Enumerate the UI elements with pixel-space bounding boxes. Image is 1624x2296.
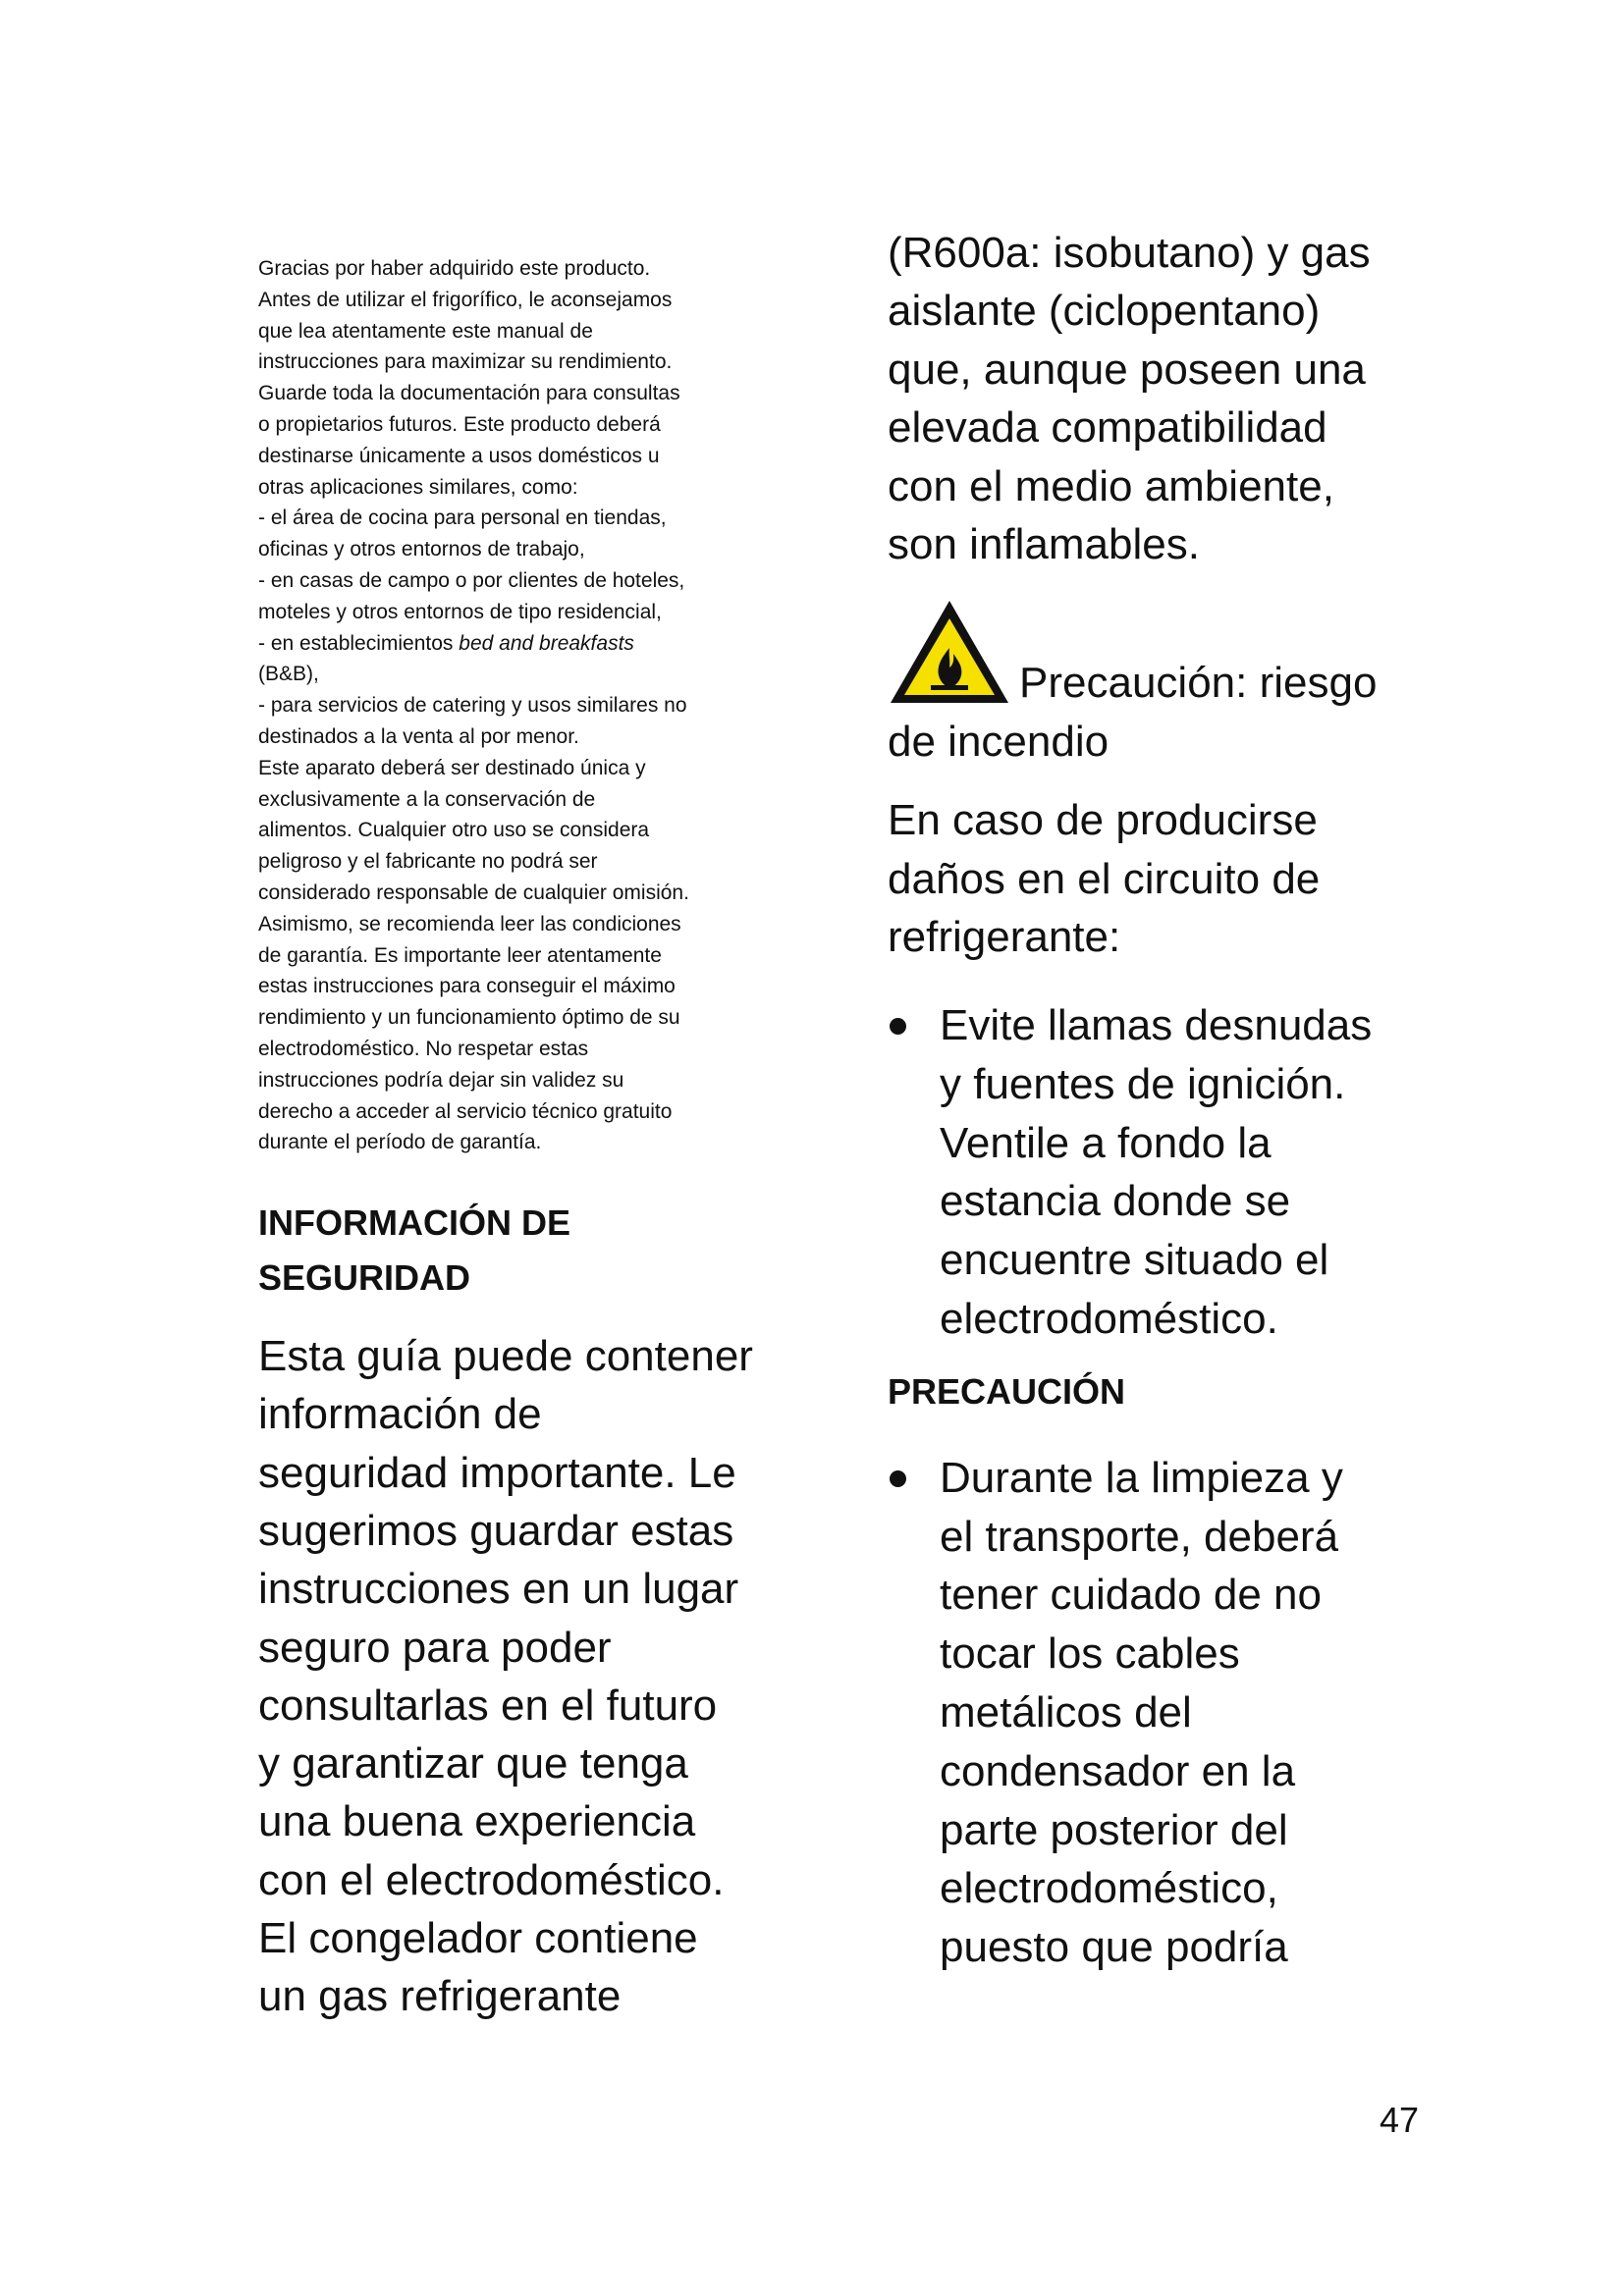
- continuation-line: son inflamables.: [888, 520, 1200, 569]
- damage-line: daños en el circuito de: [888, 854, 1321, 903]
- bullet-line: puesto que podría: [940, 1923, 1288, 1972]
- intro-line: exclusivamente a la conservación de: [258, 787, 596, 811]
- bullet-item: [888, 1449, 1398, 1977]
- warning-title: Precaución: riesgo de incendio: [888, 659, 1378, 767]
- safety-heading: [258, 1196, 769, 1306]
- bullet-line: parte posterior del: [940, 1805, 1288, 1854]
- bullet-line: Evite llamas desnudas: [940, 1000, 1373, 1049]
- intro-line: instrucciones podría dejar sin validez su: [258, 1068, 624, 1092]
- intro-line: (B&B),: [258, 663, 319, 686]
- precaution-heading: PRECAUCIÓN: [888, 1370, 1126, 1412]
- intro-line: - el área de cocina para personal en tiendas,: [258, 507, 667, 530]
- bullet-line: Ventile a fondo la: [940, 1118, 1272, 1167]
- continuation-line: con el medio ambiente,: [888, 461, 1334, 510]
- safety-heading-line: INFORMACIÓN DE: [258, 1202, 570, 1244]
- damage-line: refrigerante:: [888, 913, 1121, 962]
- intro-line: destinarse únicamente a usos domésticos u: [258, 444, 660, 467]
- safety-body-line: El congelador contiene: [258, 1914, 698, 1963]
- continuation-line: que, aunque poseen una: [888, 345, 1366, 394]
- intro-line: instrucciones para maximizar su rendimiento.: [258, 350, 673, 374]
- bullet-item: [888, 996, 1398, 1349]
- intro-line: otras aplicaciones similares, como:: [258, 475, 578, 499]
- intro-line: moteles y otros entornos de tipo residencial,: [258, 600, 662, 623]
- intro-line: que lea atentamente este manual de: [258, 319, 593, 343]
- bullet-line: condensador en la: [940, 1746, 1296, 1795]
- intro-line: Este aparato deberá ser destinado única y: [258, 756, 646, 779]
- continuation-line: (R600a: isobutano) y gas: [888, 229, 1371, 277]
- intro-line: Gracias por haber adquirido este producto.: [258, 257, 651, 280]
- bullet-line: tocar los cables: [940, 1629, 1240, 1679]
- intro-line-text: - en establecimientos: [258, 631, 460, 655]
- intro-line: Guarde toda la documentación para consultas: [258, 382, 680, 405]
- bullet-line: electrodoméstico,: [940, 1864, 1278, 1913]
- intro-line: derecho a acceder al servicio técnico gratuito: [258, 1099, 673, 1123]
- intro-italic-term: bed and breakfasts: [459, 631, 634, 655]
- left-column: [258, 253, 769, 2026]
- bullet-line: electrodoméstico.: [940, 1294, 1278, 1343]
- intro-line: durante el período de garantía.: [258, 1131, 542, 1154]
- bullet-line: metálicos del: [940, 1687, 1192, 1736]
- bullet-line: estancia donde se: [940, 1177, 1291, 1226]
- intro-line: [258, 628, 769, 660]
- safety-body-line: seguro para poder: [258, 1623, 612, 1672]
- intro-line: considerado responsable de cualquier omisión.: [258, 881, 689, 904]
- intro-line: Asimismo, se recomienda leer las condiciones: [258, 912, 681, 935]
- intro-line: rendimiento y un funcionamiento óptimo de su: [258, 1006, 680, 1030]
- safety-body-line: información de: [258, 1390, 542, 1439]
- continuation-line: aislante (ciclopentano): [888, 287, 1321, 336]
- intro-line: estas instrucciones para conseguir el máximo: [258, 975, 676, 998]
- safety-body: [258, 1327, 769, 2026]
- fire-warning: [888, 597, 1398, 781]
- right-column: [888, 224, 1398, 1977]
- intro-line: - en casas de campo o por clientes de hoteles,: [258, 568, 685, 592]
- bullet-line: Durante la limpieza y: [940, 1453, 1343, 1502]
- bullet-line: encuentre situado el: [940, 1236, 1329, 1285]
- bullet-dot-icon: [890, 1470, 906, 1487]
- safety-body-line: instrucciones en un lugar: [258, 1565, 739, 1614]
- safety-body-line: con el electrodoméstico.: [258, 1855, 725, 1904]
- safety-body-line: una buena experiencia: [258, 1797, 696, 1846]
- safety-body-line: consultarlas en el futuro: [258, 1681, 718, 1730]
- gas-continuation: [888, 224, 1398, 573]
- bullet-line: y fuentes de ignición.: [940, 1059, 1346, 1108]
- intro-line: peligroso y el fabricante no podrá ser: [258, 850, 598, 874]
- safety-body-line: sugerimos guardar estas: [258, 1507, 734, 1555]
- bullet-line: el transporte, deberá: [940, 1512, 1339, 1561]
- intro-line: - para servicios de catering y usos similares no: [258, 694, 687, 718]
- intro-line: alimentos. Cualquier otro uso se considera: [258, 819, 650, 842]
- safety-heading-line: SEGURIDAD: [258, 1257, 471, 1299]
- intro-line: electrodoméstico. No respetar estas: [258, 1037, 589, 1060]
- bullet-dot-icon: [890, 1018, 906, 1035]
- safety-body-line: y garantizar que tenga: [258, 1739, 688, 1789]
- intro-line: Antes de utilizar el frigorífico, le aconsejamos: [258, 288, 673, 311]
- intro-line: o propietarios futuros. Este producto deberá: [258, 412, 661, 436]
- safety-body-line: Esta guía puede contener: [258, 1332, 753, 1381]
- safety-body-line: un gas refrigerante: [258, 1972, 622, 2021]
- intro-line: destinados a la venta al por menor.: [258, 724, 579, 748]
- continuation-line: elevada compatibilidad: [888, 403, 1327, 453]
- intro-line: de garantía. Es importante leer atentamente: [258, 943, 662, 967]
- damage-text: [888, 791, 1398, 967]
- intro-line: oficinas y otros entornos de trabajo,: [258, 538, 585, 561]
- intro-paragraph: [258, 253, 769, 1158]
- page-number: 47: [1379, 2100, 1419, 2140]
- bullet-line: tener cuidado de no: [940, 1571, 1322, 1620]
- damage-line: En caso de producirse: [888, 796, 1318, 845]
- safety-body-line: seguridad importante. Le: [258, 1448, 736, 1497]
